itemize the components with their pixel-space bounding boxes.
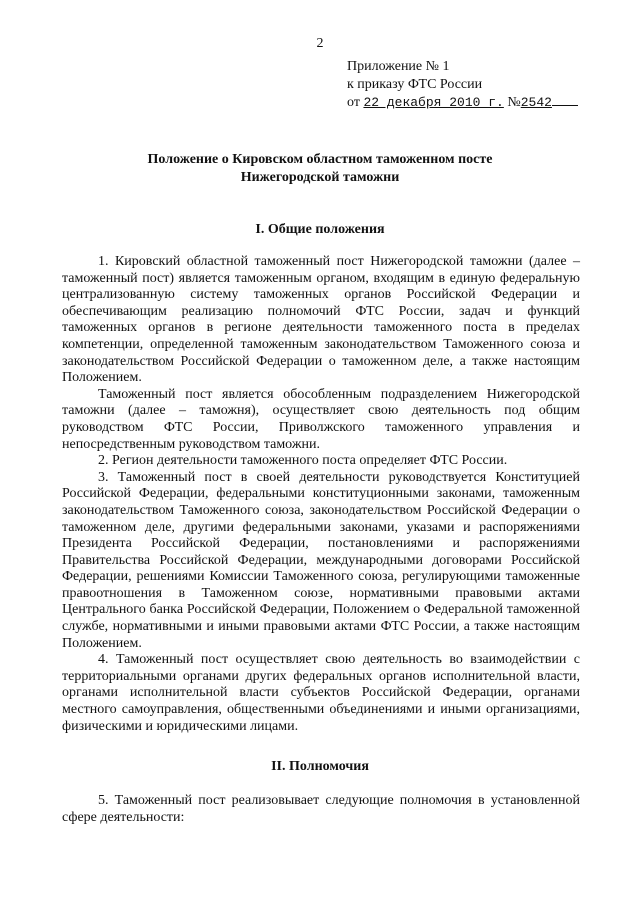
section-2-heading: II. Полномочия bbox=[271, 759, 369, 774]
appendix-header bbox=[347, 58, 578, 112]
paragraph-5: 5. Таможенный пост реализовывает следующие полномочия в установленной сфере деятельности: bbox=[62, 793, 580, 825]
paragraph-4: 4. Таможенный пост осуществляет свою деятельность во взаимодействии с территориальными органами других федеральных органов исполнительной власти, органами исполнительной власти субъектов Российской Федерации, органами местного самоуправления, общественными объединениями и иными организациями, физическими и юридическими лицами. bbox=[62, 652, 580, 734]
section-1-body bbox=[62, 254, 580, 735]
document-title-line-2: Нижегородской таможни bbox=[240, 170, 400, 185]
document-title bbox=[0, 151, 640, 187]
section-2-body bbox=[62, 793, 580, 826]
order-number: 2542 bbox=[520, 95, 552, 110]
underline-trail bbox=[552, 93, 578, 106]
date-prefix: от bbox=[347, 95, 360, 110]
appendix-line-2: к приказу ФТС России bbox=[347, 76, 483, 92]
paragraph-1: 1. Кировский областной таможенный пост Нижегородской таможни (далее – таможенный пост) является таможенным органом, входящим в единую федеральную централизованную систему таможенных органов Российской Федерации и обеспечивающим реализацию полномочий ФТС России, задач и функций таможенных органов в регионе деятельности таможенного поста в пределах компетенции, определенной таможенным законодательством Таможенного союза и законодательством Российской Федерации о таможенном деле, а также настоящим Положением. bbox=[62, 254, 580, 386]
order-date: 22 декабря 2010 г. bbox=[363, 95, 504, 110]
appendix-line-1: Приложение № 1 bbox=[347, 59, 450, 74]
number-prefix: № bbox=[507, 95, 521, 110]
paragraph-1-cont: Таможенный пост является обособленным подразделением Нижегородской таможни (далее – таможня), осуществляет свою деятельность под общим руководством ФТС России, Приволжского таможенного управления и непосредственным руководством таможни. bbox=[62, 386, 580, 452]
section-1-heading: I. Общие положения bbox=[255, 222, 385, 237]
page-number: 2 bbox=[316, 36, 324, 51]
paragraph-2: 2. Регион деятельности таможенного поста определяет ФТС России. bbox=[98, 453, 508, 469]
document-title-line-1: Положение о Кировском областном таможенном посте bbox=[147, 152, 493, 167]
appendix-order-line bbox=[347, 93, 578, 112]
paragraph-3: 3. Таможенный пост в своей деятельности руководствуется Конституцией Российской Федерации, федеральными конституционными законами, таможенным законодательством Таможенного союза, законодательством Российской Федерации о таможенном деле, другими федеральными законами, указами и распоряжениями Президента Российской Федерации, постановлениями и распоряжениями Правительства Российской Федерации, международными договорами Российской Федерации, решениями Комиссии Таможенного союза, регулирующими таможенные правоотношения в Таможенном союзе, нормативными правовыми актами Центрального банка Российской Федерации, Положением о Федеральной таможенной службе, нормативными и иными правовыми актами ФТС России, а также настоящим Положением. bbox=[62, 469, 580, 651]
